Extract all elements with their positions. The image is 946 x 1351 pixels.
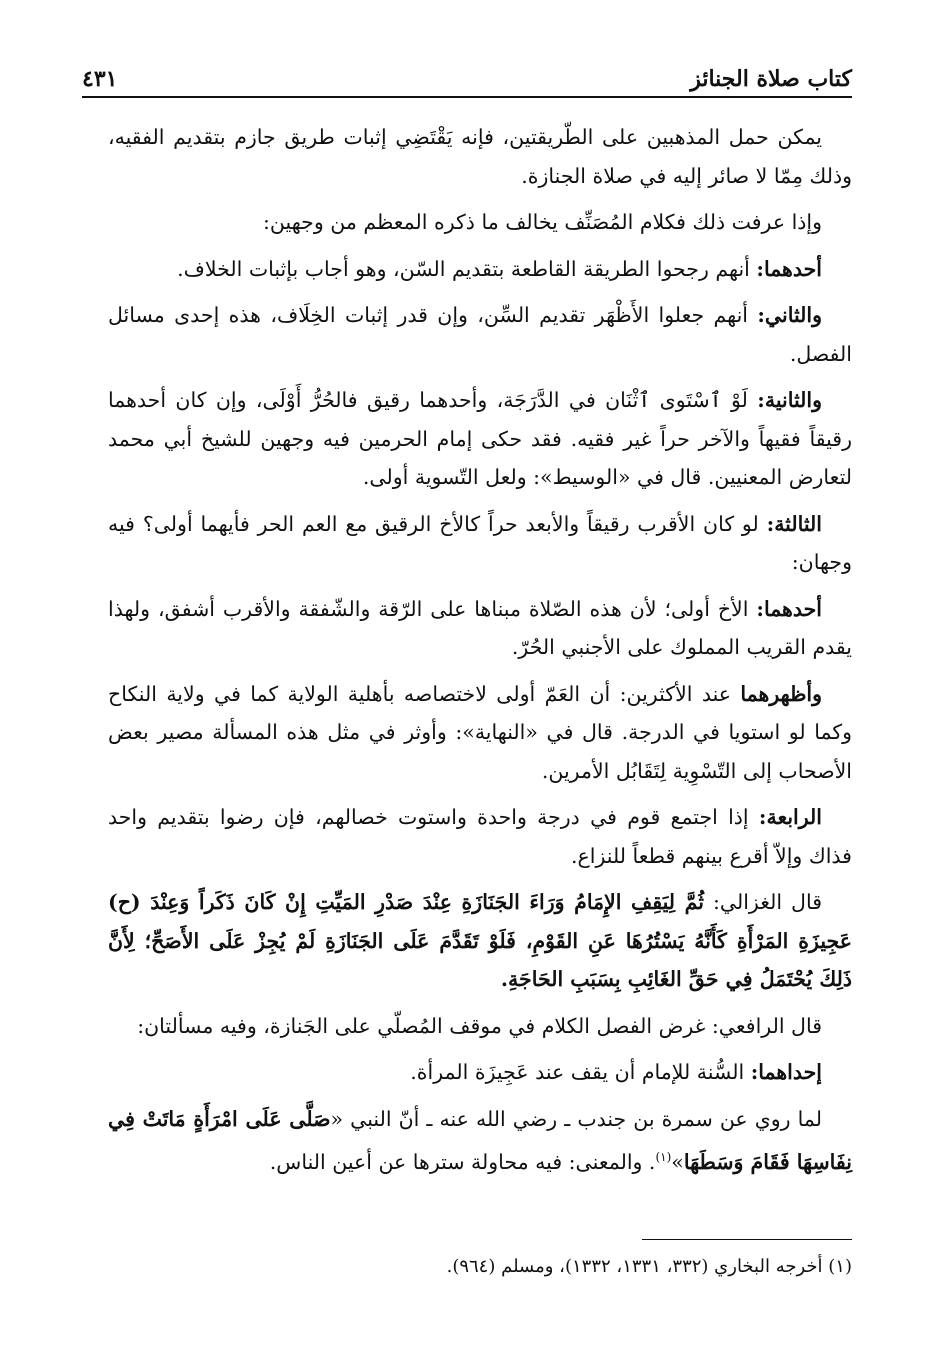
paragraph-lead: والثاني: xyxy=(757,303,822,327)
hadith-intro: لما روي عن سمرة بن جندب ـ رضي الله عنه ـ أنّ النبي « xyxy=(330,1106,822,1131)
paragraph-lead: إحداهما: xyxy=(750,1060,822,1084)
rafii-paragraph xyxy=(108,1007,852,1046)
ghazali-lead: قال الغزالي: xyxy=(704,890,822,914)
paragraph xyxy=(108,296,852,373)
paragraph-text: لو كان الأقرب رقيقاً والأبعد حراً كالأخ الرقيق مع العم الحر فأيهما أولى؟ فيه وجهان: xyxy=(108,511,852,574)
hadith-explanation: . والمعنى: فيه محاولة سترها عن أعين الناس. xyxy=(269,1149,656,1174)
footnote-marker: (١) xyxy=(655,1150,672,1164)
paragraph xyxy=(108,118,852,195)
paragraph xyxy=(108,203,852,242)
paragraph-lead: أحدهما: xyxy=(756,596,822,621)
paragraph-lead: وأظهرهما xyxy=(740,681,822,706)
paragraph xyxy=(108,590,852,667)
paragraph-lead: الثالثة: xyxy=(766,511,822,536)
page-header xyxy=(82,58,852,98)
paragraph-text: أنهم رجحوا الطريقة القاطعة بتقديم السّن، وهو أجاب بإثبات الخلاف. xyxy=(177,256,757,281)
hadith-paragraph xyxy=(108,1100,852,1182)
paragraph xyxy=(108,505,852,582)
paragraph xyxy=(108,250,852,289)
paragraph-lead: أحدهما: xyxy=(756,256,822,281)
footnote-text: أخرجه البخاري (٣٣٢، ١٣٣١، ١٣٣٢)، ومسلم (٩٦٤). xyxy=(446,1256,823,1277)
page-number: ٤٣١ xyxy=(82,66,118,92)
ghazali-matn: ثُمَّ لِيَقِفِ الإِمَامُ وَرَاءَ الجَنَازَةِ عِنْدَ صَدْرِ المَيِّتِ إِنْ كَانَ ذَكَراً وَعِنْدَ (ح) عَجِيزَةِ المَرْأَةِ كَأَنَّهُ يَسْتُرُهَا عَنِ القَوْمِ، فَلَوْ تَقَدَّمَ عَلَى الجَنَازَةِ لَمْ يُجِزْ عَلَى الأَصَحِّ؛ لِأَنَّ ذَلِكَ يُحْتَمَلُ فِي حَقِّ الغَائِبِ بِسَبَبِ الحَاجَةِ. xyxy=(108,890,852,991)
paragraph-text: وإذا عرفت ذلك فكلام المُصَنِّف يخالف ما ذكره المعظم من وجهين: xyxy=(263,210,822,234)
hadith-close-quote: » xyxy=(671,1149,684,1174)
page-body xyxy=(108,118,852,1189)
hadith-quote: صَلَّى عَلَى امْرَأَةٍ مَاتَتْ فِي نِفَاسِهَا فَقَامَ وَسَطَهَا xyxy=(108,1106,852,1174)
paragraph xyxy=(108,381,852,497)
rafii-text: قال الرافعي: غرض الفصل الكلام في موقف المُصلّي على الجَنازة، وفيه مسألتان: xyxy=(137,1013,822,1038)
paragraph-text: إذا اجتمع قوم في درجة واحدة واستوت خصالهم، فإن رضوا بتقديم واحد فذاك وإلاّ أقرع بينهم قطعاً للنزاع. xyxy=(108,805,852,868)
paragraph-lead: والثانية: xyxy=(757,388,822,412)
ihdahuma-paragraph xyxy=(108,1053,852,1092)
footnote-divider xyxy=(642,1239,852,1240)
footnote-number: (١) xyxy=(828,1256,852,1277)
running-title: كتاب صلاة الجنائز xyxy=(690,66,852,92)
footnote xyxy=(108,1252,852,1282)
paragraph-text: عند الأكثرين: أن العَمّ أولى لاختصاصه بأهلية الولاية كما في ولاية النكاح وكما لو استويا في الدرجة. قال في «النهاية»: وأوثر في مثل هذه المسألة مصير بعض الأصحاب إلى التّسْوِية لِتَقَابُل الأمرين. xyxy=(108,681,852,783)
paragraph-text: لَوْ ٱسْتَوى ٱثْنَان في الدَّرَجَة، وأحدهما رقيق فالحُرُّ أَوْلَى، وإن كان أحدهما رقيقاً فقيهاً والآخر حراً غير فقيه. فقد حكى إمام الحرمين فيه وجهين للشيخ أبي محمد لتعارض المعنيين. قال في «الوسيط»: ولعل التّسوية أولى. xyxy=(108,388,852,489)
paragraph-text: السُّنة للإمام أن يقف عند عَجِيزَة المرأة. xyxy=(410,1060,751,1084)
paragraph-text: يمكن حمل المذهبين على الطّريقتين، فإنه يَقْتَضِي إثبات طريق جازم بتقديم الفقيه، وذلك مِمّا لا صائر إليه في صلاة الجنازة. xyxy=(108,125,852,188)
paragraph xyxy=(108,798,852,875)
paragraph xyxy=(108,675,852,791)
ghazali-paragraph xyxy=(108,883,852,999)
paragraph-text: أنهم جعلوا الأَظْهَر تقديم السِّن، وإن قدر إثبات الخِلَاف، هذه إحدى مسائل الفصل. xyxy=(108,303,852,366)
paragraph-lead: الرابعة: xyxy=(758,805,822,829)
paragraph-text: الأخ أولى؛ لأن هذه الصّلاة مبناها على الرّقة والشّفقة والأقرب أشفق، ولهذا يقدم القريب المملوك على الأجنبي الحُرّ. xyxy=(108,596,852,659)
